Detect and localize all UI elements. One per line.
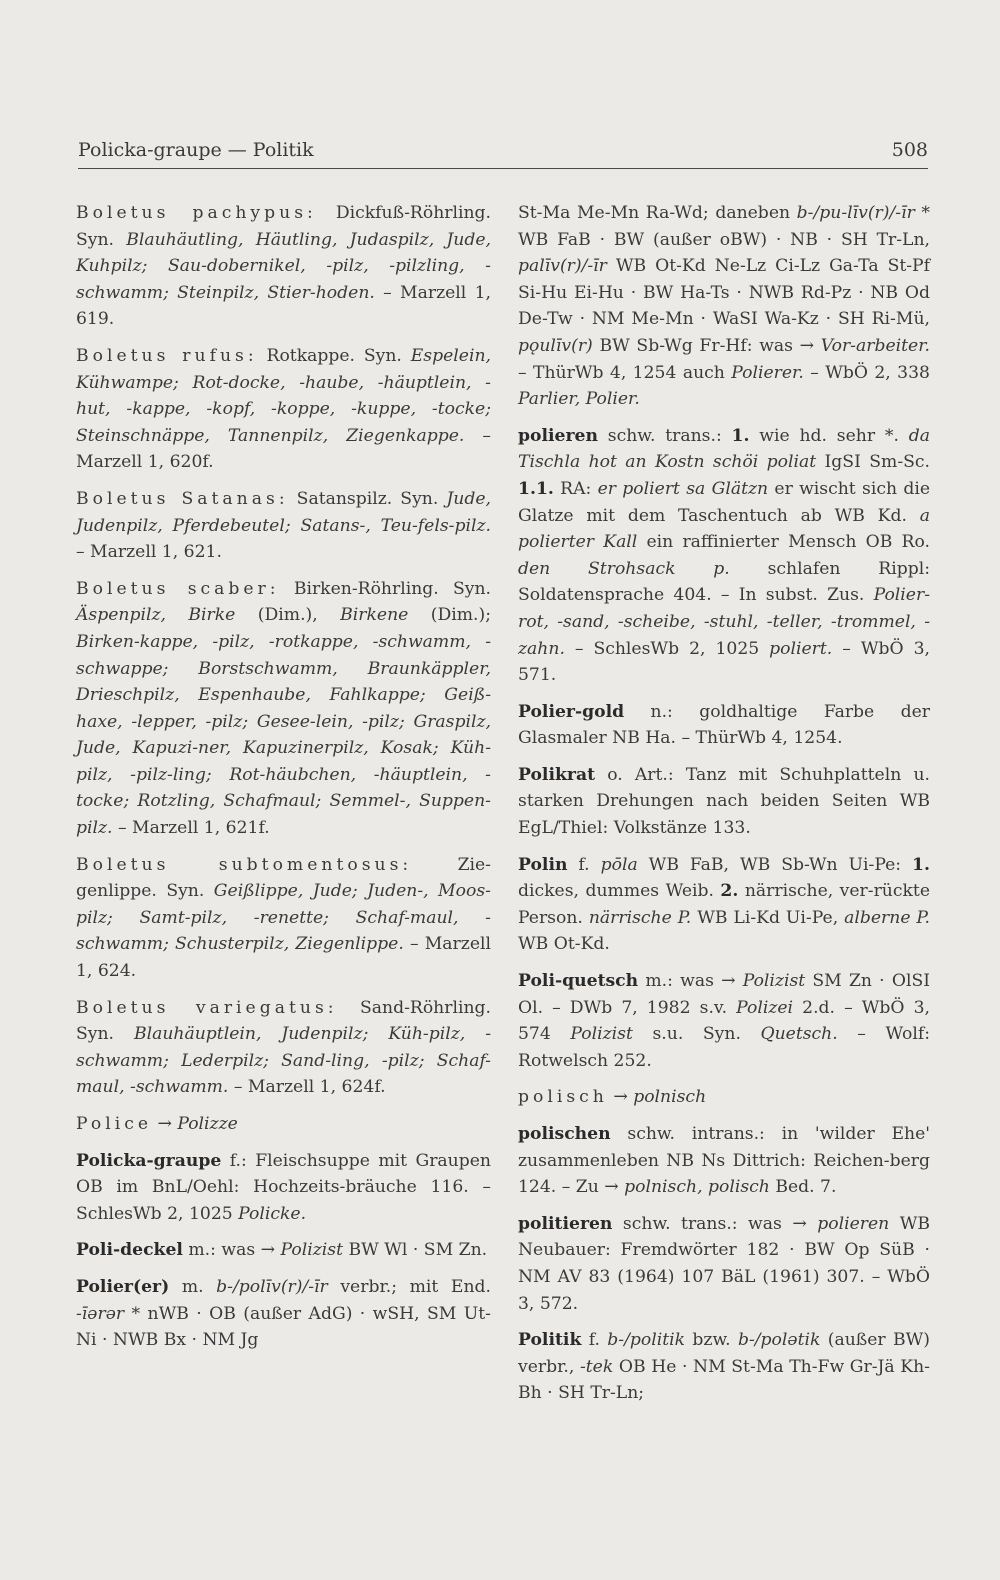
entry-text: Bed. 7. (769, 1177, 837, 1198)
entry-italic-text: -īərər (76, 1303, 125, 1324)
entry-text: m.: was → (182, 1240, 281, 1261)
entry-italic-text: Polizze (177, 1114, 238, 1134)
entry-text: o. Art.: Tanz mit Schuhplatteln u. starken Drehungen nach beiden Seiten WB EgL/Thiel: Volkstänze 133. (518, 764, 930, 839)
entry-headword: Polin (518, 854, 568, 875)
entry-text: IgSI Sm-Sc. (816, 452, 930, 473)
entry-spaced-term: Boletus subtomentosus: (76, 854, 413, 875)
entry-headword: 1. (912, 854, 930, 875)
dictionary-entry (76, 343, 491, 476)
dictionary-entry (518, 1121, 930, 1201)
entry-text: – Marzell 1, 619. (76, 282, 491, 330)
entry-italic-text: närrische P. (588, 907, 692, 928)
entry-italic-text: polnisch (633, 1087, 707, 1108)
entry-text: s.u. Syn. (632, 1024, 761, 1045)
entry-text: bzw. (685, 1330, 738, 1351)
entry-italic-text: pōla (600, 854, 638, 875)
entry-text: Birken-Röhrling. Syn. (279, 578, 492, 599)
entry-spaced-term: Police (76, 1114, 153, 1134)
dictionary-entry (76, 576, 491, 842)
dictionary-entry (76, 1274, 491, 1354)
dictionary-entry (518, 1327, 930, 1407)
dictionary-entry (76, 852, 491, 985)
entry-text: Dickfuß-Röhrling. Syn. (76, 203, 492, 250)
dictionary-entry (518, 1084, 930, 1111)
entry-italic-text: -tek (579, 1356, 614, 1377)
entry-text: * WB FaB · BW (außer oBW) · NB · SH Tr-Ln, (518, 203, 931, 250)
entry-text: 2.d. – WbÖ 3, 574 (518, 997, 930, 1045)
entry-text: m. (169, 1276, 217, 1297)
header-title: Policka-graupe — Politik (78, 139, 314, 161)
entry-text: BW Sb-Wg Fr-Hf: was → (592, 335, 821, 356)
entry-italic-text: Polizist (570, 1024, 633, 1045)
entry-italic-text: Birkene (340, 605, 409, 626)
entry-spaced-term: polisch (518, 1087, 608, 1108)
entry-headword: politieren (518, 1213, 613, 1234)
entry-text: Satanspilz. Syn. (288, 488, 447, 509)
entry-text: schw. trans.: (597, 425, 732, 446)
entry-italic-text: b-/politik (607, 1330, 686, 1351)
entry-headword: polieren (518, 425, 598, 446)
entry-headword: Polikrat (518, 764, 596, 785)
entry-italic-text: Policke. (238, 1203, 307, 1224)
entry-text: SM Zn · OlSI Ol. – DWb 7, 1982 s.v. (518, 971, 931, 1018)
right-column (518, 200, 930, 1417)
entry-italic-text: Vor-arbeiter. (820, 335, 930, 356)
entry-text: – Marzell 1, 620f. (76, 425, 491, 473)
entry-headword: 1.1. (518, 478, 554, 499)
entry-italic-text: Polier-rot, -sand, -scheibe, -stuhl, -teller, -trommel, -zahn. (518, 585, 930, 659)
entry-italic-text: poliert. (769, 638, 833, 659)
entry-italic-text: b-/polīv(r)/-īr (216, 1276, 328, 1297)
entry-text: – Marzell 1, 621. (76, 542, 222, 563)
entry-text: WB Neubauer: Fremdwörter 182 · BW Op SüB · NM AV 83 (1964) 107 BäL (1961) 307. – WbÖ 3, 572. (518, 1213, 930, 1314)
entry-italic-text: Birken-kappe, -pilz, -rotkappe, -schwamm, -schwappe; Borstschwamm, Braunkäppler, Drieschpilz, Espenhaube, Fahlkappe; Geiß-haxe, -lepper, -pilz; Gesee-lein, -pilz; Graspilz, Jude, Kapuzi-ner, Kapuzinerpilz, Kosak; Küh-pilz, -pilz-ling; Rot-häubchen, -häuptlein, -tocke; Rotzling, Schafmaul; Semmel-, Suppen-pilz. (76, 631, 491, 839)
entry-text: – Marzell 1, 624f. (228, 1077, 386, 1098)
dictionary-entry (76, 995, 491, 1101)
entry-text: → (607, 1087, 634, 1108)
dictionary-entry (518, 762, 930, 842)
entry-headword: Policka-graupe (76, 1150, 222, 1171)
entry-italic-text: Geißlippe, Jude; Juden-, Moos-pilz; Samt-pilz, -renette; Schaf-maul, -schwamm; Schusterpilz, Ziegenlippe. (76, 881, 491, 955)
entry-text: → (152, 1114, 178, 1134)
entry-spaced-term: Boletus Satanas: (76, 488, 289, 509)
entry-spaced-term: Boletus variegatus: (76, 997, 338, 1018)
entry-text: wie hd. sehr *. (749, 425, 909, 446)
entry-italic-text: Polizist (742, 971, 806, 992)
entry-italic-text: Polizist (280, 1240, 344, 1261)
entry-text: – WbÖ 3, 571. (518, 638, 930, 686)
dictionary-entry (76, 1111, 491, 1138)
entry-text: f. (581, 1330, 608, 1351)
entry-text: närrische, ver-rückte Person. (518, 881, 930, 928)
entry-italic-text: polnisch, polisch (624, 1177, 770, 1198)
entry-italic-text: da Tischla hot an Kostn schöi poliat (518, 425, 930, 473)
entry-text: WB Ot-Kd Ne-Lz Ci-Lz Ga-Ta St-Pf Si-Hu Ei-Hu · BW Ha-Ts · NWB Rd-Pz · NB Od De-Tw · NM Me-Mn · WaSI Wa-Kz · SH Ri-Mü, (518, 256, 930, 330)
entry-italic-text: Äspenpilz, Birke (76, 605, 236, 626)
entry-text: er wischt sich die Glatze mit dem Taschentuch ab WB Kd. (518, 478, 930, 526)
entry-text: – Wolf: Rotwelsch 252. (518, 1024, 930, 1071)
entry-italic-text: Jude, Judenpilz, Pferdebeutel; Satans-, Teu-fels-pilz. (76, 488, 491, 536)
dictionary-entry (518, 699, 930, 752)
running-header (78, 136, 928, 169)
entry-italic-text: er poliert sa Glätzn (597, 478, 769, 499)
entry-text: Rotkappe. Syn. (257, 345, 411, 366)
entry-italic-text: alberne P. (844, 907, 930, 928)
entry-headword: Poli-deckel (76, 1240, 183, 1261)
entry-headword: 1. (731, 425, 750, 446)
dictionary-entry (76, 486, 491, 566)
entry-italic-text: Quetsch. (760, 1024, 838, 1045)
entry-italic-text: Blauhäutling, Häutling, Judaspilz, Jude, Kuhpilz; Sau-dobernikel, -pilz, -pilzling, -schwamm; Steinpilz, Stier-hoden. (76, 229, 491, 303)
dictionary-entry (518, 1211, 930, 1317)
entry-italic-text: den Strohsack p. (518, 558, 730, 579)
entry-text: (außer BW) verbr., (518, 1330, 930, 1377)
entry-italic-text: Polierer. (731, 362, 804, 383)
entry-text: – ThürWb 4, 1254 auch (518, 362, 732, 383)
entry-text: OB He · NM St-Ma Th-Fw Gr-Jä Kh-Bh · SH Tr-Ln; (518, 1356, 930, 1404)
entry-text: f.: Fleischsuppe mit Graupen OB im BnL/Oehl: Hochzeits-bräuche 116. – SchlesWb 2, 1025 (76, 1150, 491, 1224)
entry-italic-text: b-/polətik (737, 1330, 821, 1351)
entry-text: dickes, dummes Weib. (518, 881, 721, 902)
entry-spaced-term: Boletus rufus: (76, 345, 258, 366)
entry-text: – SchlesWb 2, 1025 (564, 638, 770, 659)
dictionary-entry (76, 1237, 491, 1264)
entry-text: Sand-Röhrling. Syn. (76, 997, 491, 1045)
entry-text: RA: (553, 478, 598, 499)
entry-text: St-Ma Me-Mn Ra-Wd; daneben (518, 203, 797, 223)
entry-italic-text: Espelein, Kühwampe; Rot-docke, -haube, -häuptlein, -hut, -kappe, -kopf, -koppe, -kuppe, -tocke; Steinschnäppe, Tannenpilz, Ziegenkappe. (76, 345, 492, 446)
entry-text: f. (567, 854, 601, 875)
entry-italic-text: pǫulīv(r) (518, 335, 593, 356)
entry-italic-text: polieren (817, 1213, 890, 1234)
entry-text: (Dim.), (235, 605, 341, 626)
entry-text: n.: goldhaltige Farbe der Glasmaler NB Ha. – ThürWb 4, 1254. (518, 701, 930, 749)
entry-text: – WbÖ 2, 338 (803, 362, 930, 383)
entry-text: – Marzell 1, 621f. (112, 818, 270, 839)
entry-text: WB Li-Kd Ui-Pe, (691, 907, 845, 928)
entry-text: schw. intrans.: in 'wilder Ehe' zusammenleben NB Ns Dittrich: Reichen-berg 124. – Zu → (518, 1124, 930, 1198)
dictionary-entry (76, 200, 491, 333)
entry-text: verbr.; mit End. (327, 1276, 491, 1297)
dictionary-entry (518, 200, 930, 413)
entry-spaced-term: Boletus pachypus: (76, 203, 317, 223)
entry-text: schlafen Rippl: Soldatensprache 404. – In subst. Zus. (518, 558, 930, 606)
entry-italic-text: b-/pu-līv(r)/-īr (796, 203, 915, 223)
entry-text: m.: was → (638, 971, 743, 992)
entry-spaced-term: Boletus scaber: (76, 578, 280, 599)
entry-italic-text: Blauhäuptlein, Judenpilz; Küh-pilz, -schwamm; Lederpilz; Sand-ling, -pilz; Schaf-maul, -schwamm. (76, 1024, 492, 1098)
entry-text: BW Wl · SM Zn. (343, 1240, 488, 1261)
entry-text: – Marzell 1, 624. (76, 934, 491, 982)
entry-text: Zie-genlippe. Syn. (76, 854, 491, 902)
left-column (76, 200, 491, 1364)
entry-headword: 2. (720, 881, 739, 902)
dictionary-entry (518, 423, 930, 689)
entry-italic-text: Polizei (736, 997, 794, 1018)
entry-text: WB Ot-Kd. (518, 934, 610, 955)
entry-text: WB FaB, WB Sb-Wn Ui-Pe: (637, 854, 913, 875)
entry-text: (Dim.); (408, 605, 491, 626)
page-number: 508 (891, 139, 928, 161)
entry-italic-text: palīv(r)/-īr (518, 256, 607, 277)
entry-text: ein raffinierter Mensch OB Ro. (637, 532, 930, 553)
entry-text: * nWB · OB (außer AdG) · wSH, SM Ut-Ni · NWB Bx · NM Jg (76, 1303, 491, 1351)
entry-italic-text: a polierter Kall (518, 505, 930, 553)
entry-italic-text: Parlier, Polier. (518, 389, 640, 410)
entry-headword: Polier-gold (518, 701, 625, 722)
entry-headword: Polier(er) (76, 1276, 170, 1297)
dictionary-entry (518, 852, 930, 958)
dictionary-entry (518, 968, 930, 1074)
entry-headword: Poli-quetsch (518, 971, 639, 992)
entry-text: schw. trans.: was → (612, 1213, 818, 1234)
entry-headword: polischen (518, 1124, 611, 1144)
entry-headword: Politik (518, 1330, 582, 1351)
dictionary-entry (76, 1148, 491, 1228)
